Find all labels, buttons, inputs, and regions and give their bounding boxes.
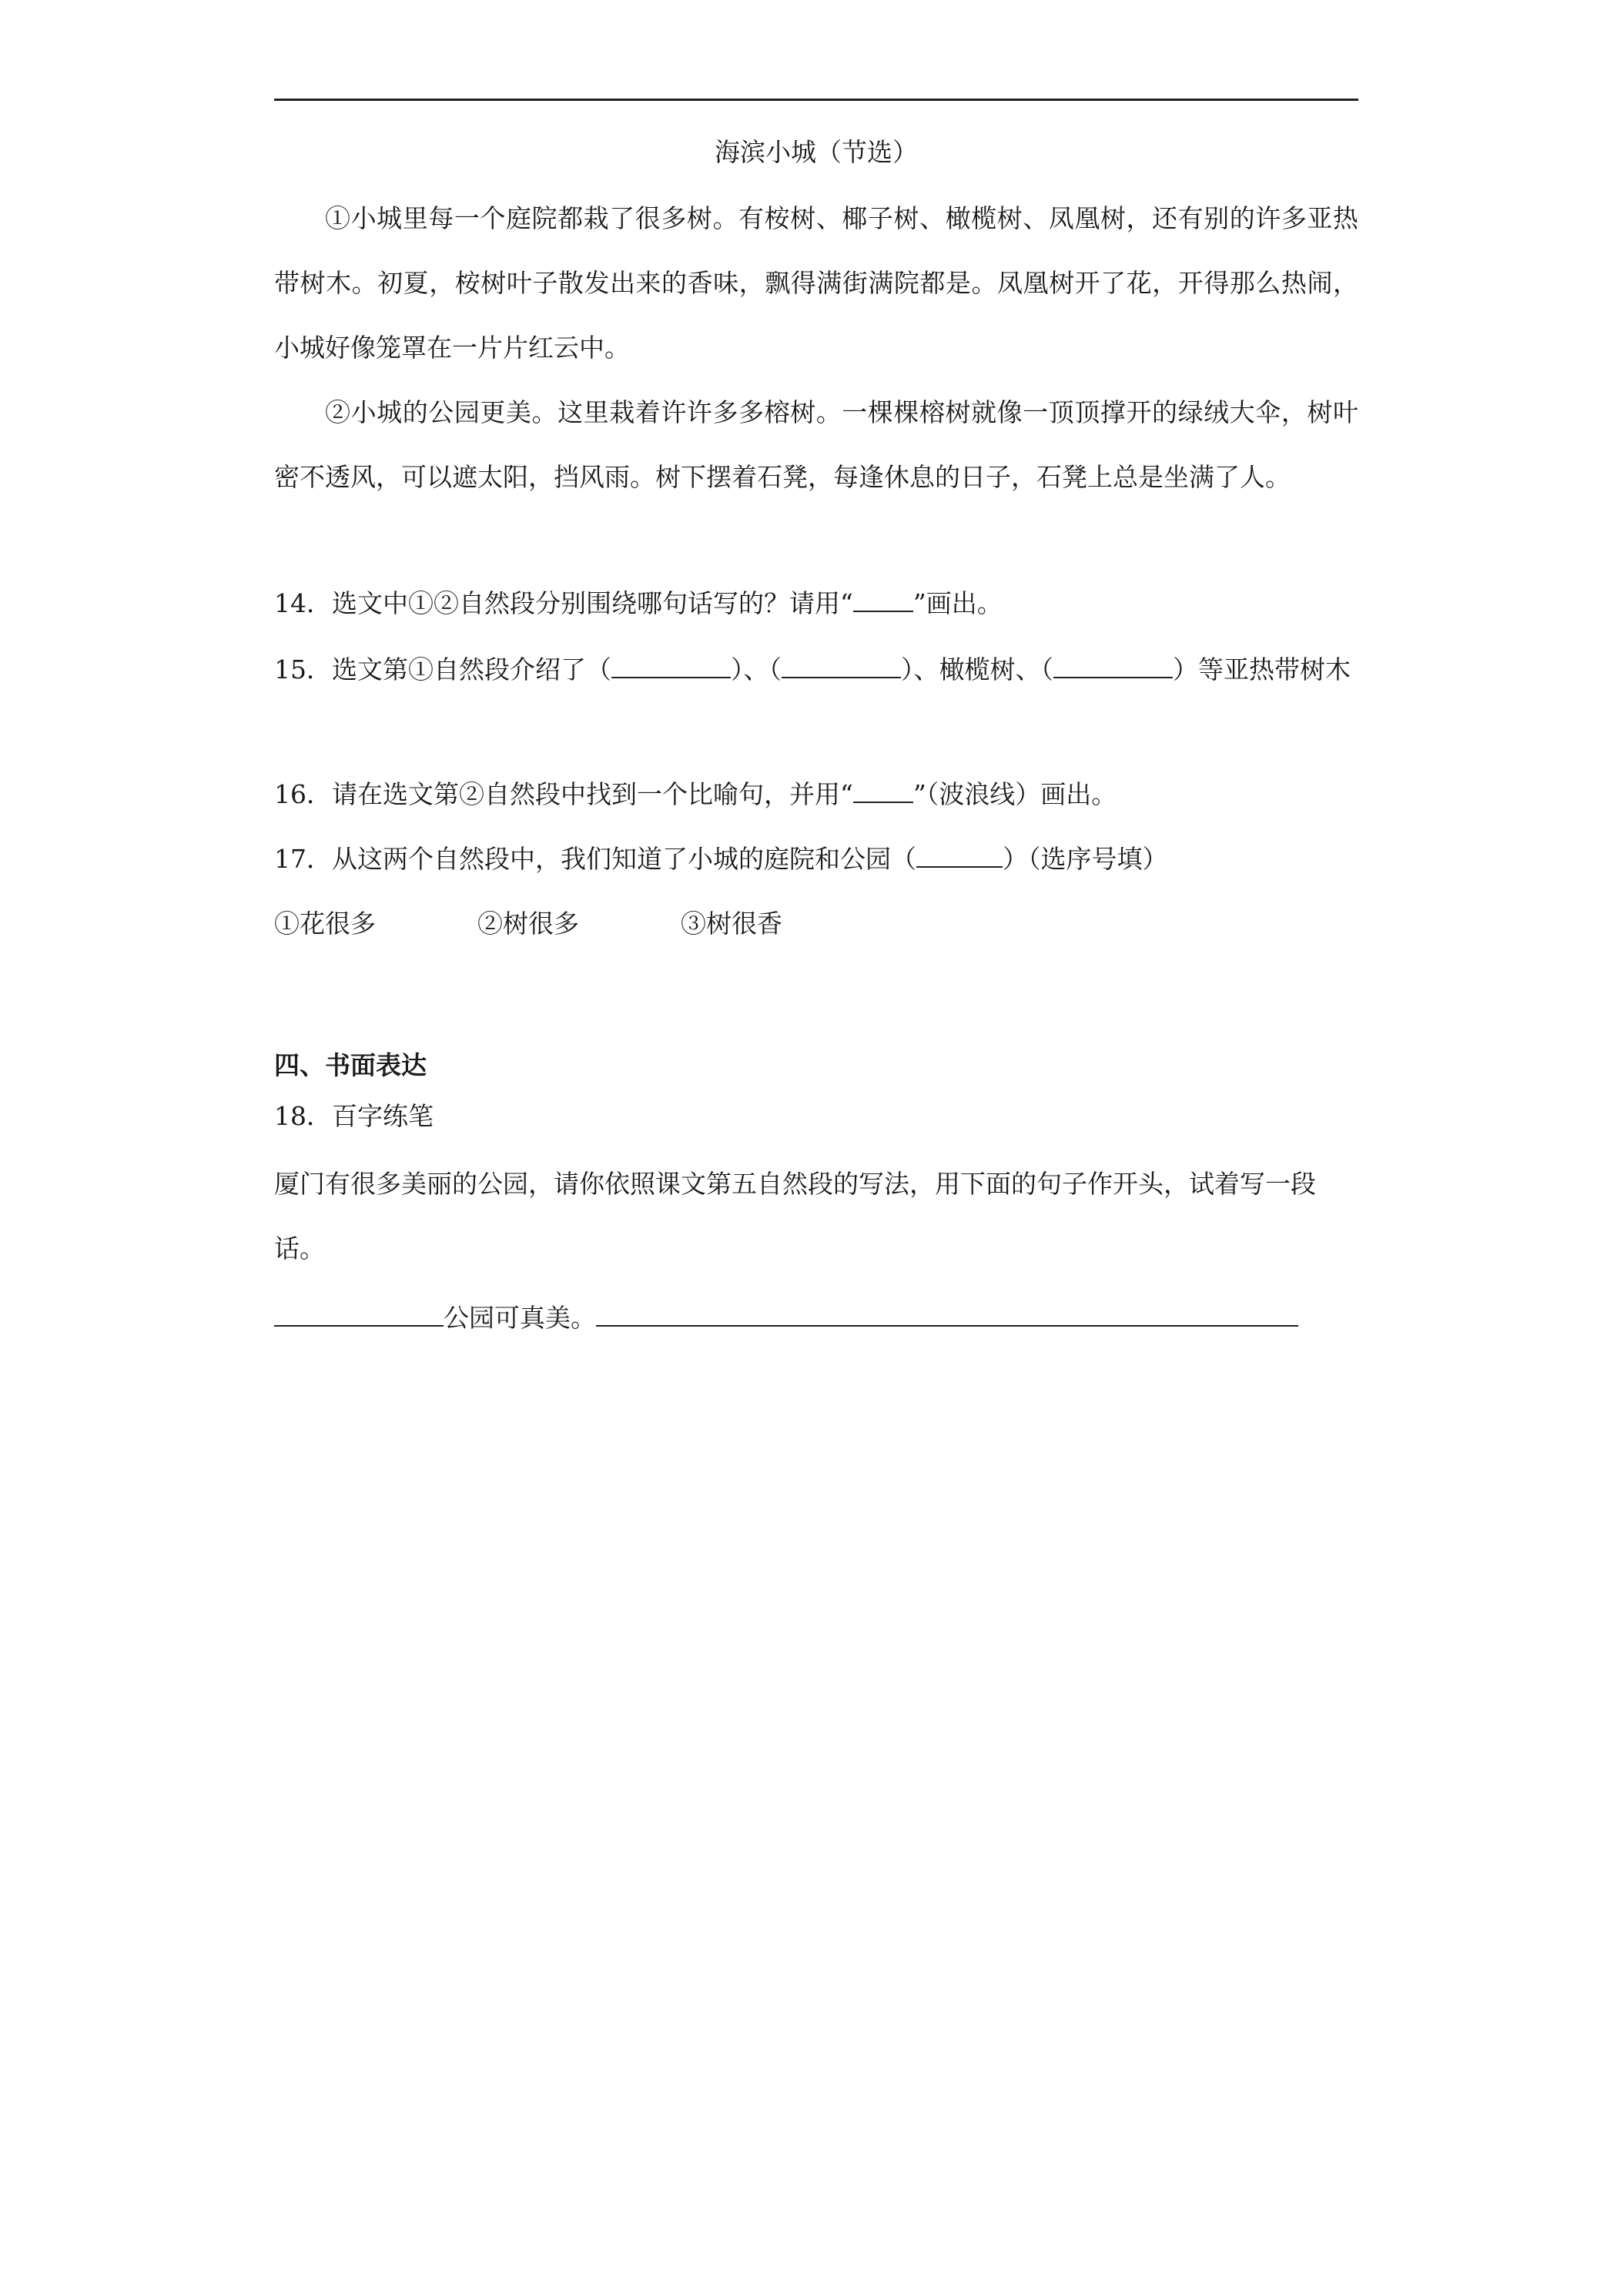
question-15-mid-1: ）、（ xyxy=(731,654,782,684)
question-17 xyxy=(274,842,1358,876)
question-15 xyxy=(274,638,1358,702)
question-17-suffix: ）（选序号填） xyxy=(1003,844,1168,874)
writing-line-text: 公园可真美。 xyxy=(444,1303,596,1333)
park-name-blank[interactable] xyxy=(274,1304,444,1327)
passage-paragraph-1: ①小城里每一个庭院都栽了很多树。有桉树、椰子树、橄榄树、凤凰树，还有别的许多亚热带树木。初夏，桉树叶子散发出来的香味，飘得满街满院都是。凤凰树开了花，开得那么热闹，小城好像笼罩在一片片红云中。 xyxy=(274,203,1358,363)
question-15-prefix: 15．选文第①自然段介绍了（ xyxy=(274,654,611,684)
question-17-blank[interactable] xyxy=(916,845,1003,868)
writing-continuation-blank[interactable] xyxy=(596,1304,1298,1327)
question-15-blank-1[interactable] xyxy=(611,655,731,678)
question-16-prefix: 16．请在选文第②自然段中找到一个比喻句，并用“ xyxy=(274,779,853,809)
question-14-suffix: ”画出。 xyxy=(912,588,1003,618)
question-17-option-1: ①花很多 xyxy=(274,909,376,939)
writing-line xyxy=(274,1301,1358,1335)
question-18-label: 18．百字练笔 xyxy=(274,1101,434,1131)
question-15-blank-3[interactable] xyxy=(1053,655,1173,678)
question-15-mid-2: ）、橄榄树、（ xyxy=(901,654,1053,684)
question-16-blank[interactable] xyxy=(853,780,913,803)
question-18-prompt: 厦门有很多美丽的公园，请你依照课文第五自然段的写法，用下面的句子作开头，试着写一段话。 xyxy=(274,1169,1316,1263)
question-16-suffix: ”（波浪线）画出。 xyxy=(912,779,1117,809)
question-17-option-3: ③树很香 xyxy=(681,909,782,939)
question-15-suffix: ）等亚热带树木 xyxy=(1173,654,1351,684)
question-14-blank[interactable] xyxy=(853,589,913,612)
section-4-heading: 四、书面表达 xyxy=(274,1050,427,1080)
question-17-option-2: ②树很多 xyxy=(477,909,579,939)
passage-title: 海滨小城（节选） xyxy=(715,137,918,167)
question-16 xyxy=(274,778,1358,812)
question-17-prefix: 17．从这两个自然段中，我们知道了小城的庭院和公园（ xyxy=(274,844,916,874)
question-17-options xyxy=(274,907,1358,941)
question-15-blank-2[interactable] xyxy=(782,655,901,678)
question-14-prefix: 14．选文中①②自然段分别围绕哪句话写的？请用“ xyxy=(274,588,853,618)
passage-paragraph-2: ②小城的公园更美。这里栽着许许多多榕树。一棵棵榕树就像一顶顶撑开的绿绒大伞，树叶密不透风，可以遮太阳，挡风雨。树下摆着石凳，每逢休息的日子，石凳上总是坐满了人。 xyxy=(274,397,1358,492)
header-rule xyxy=(274,99,1358,101)
question-14 xyxy=(274,587,1358,621)
